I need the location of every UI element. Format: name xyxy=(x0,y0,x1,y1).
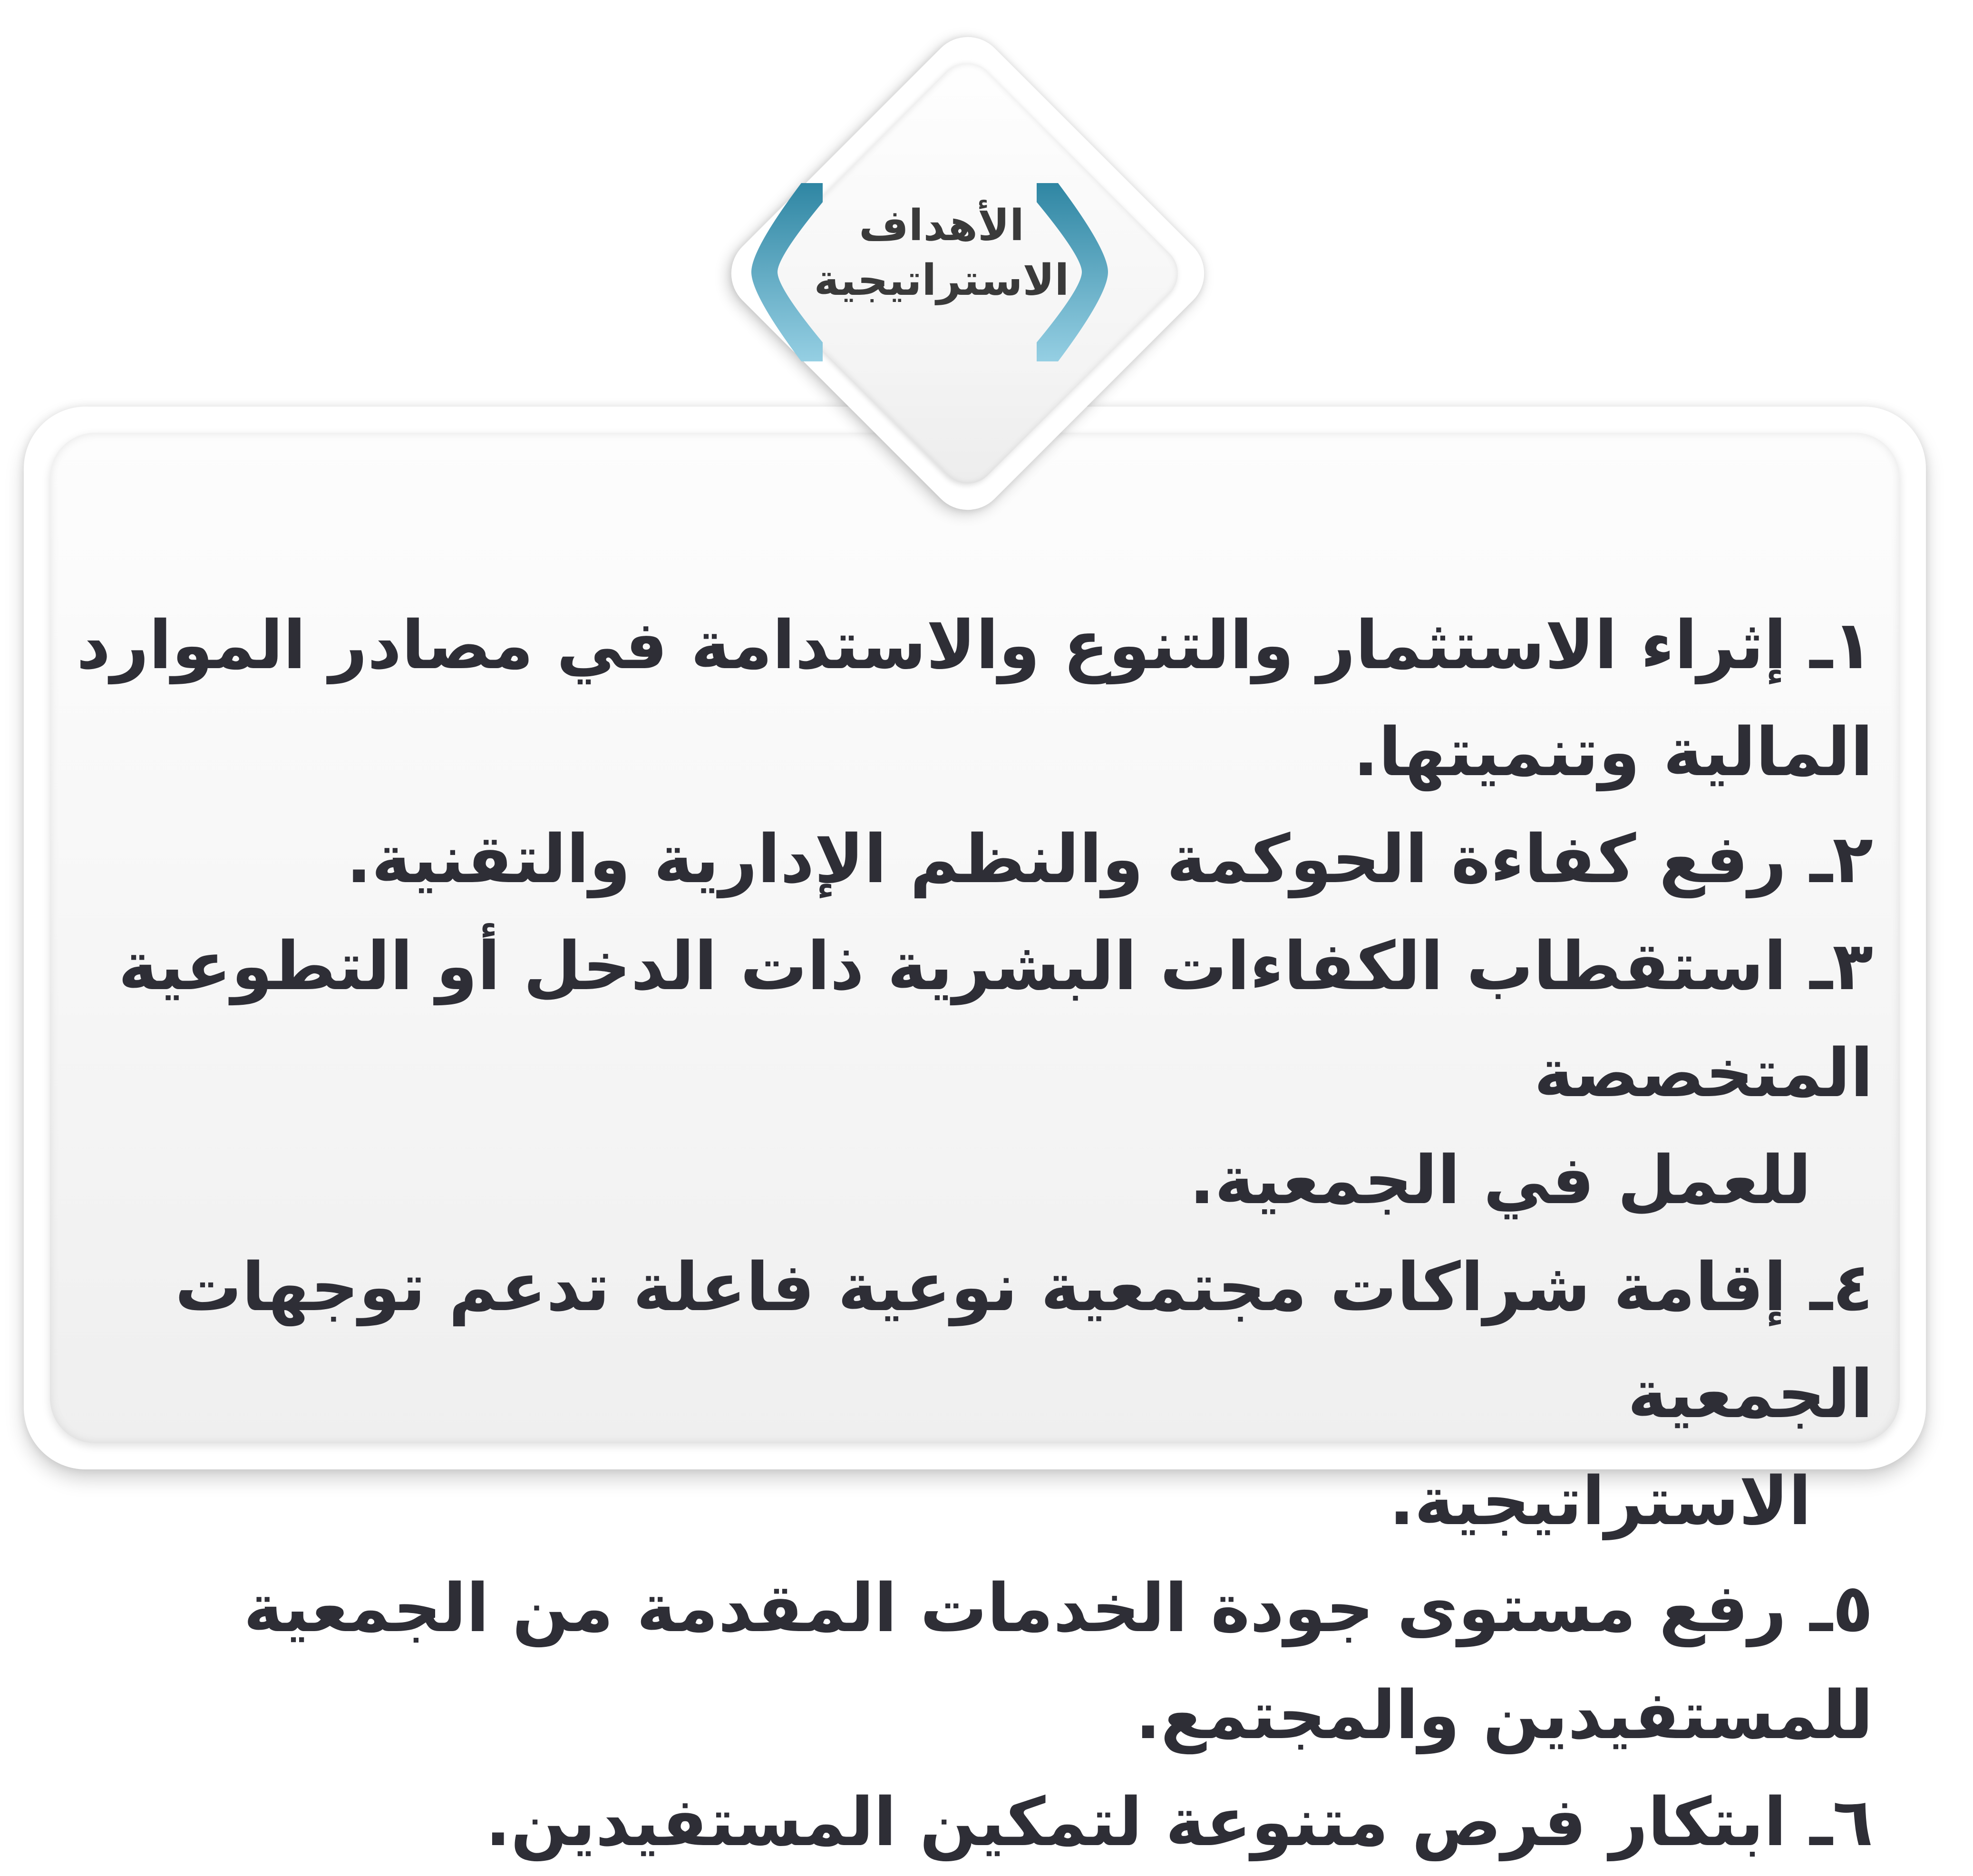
goal-number: ٢ـ xyxy=(1809,821,1873,898)
goal-number: ٤ـ xyxy=(1809,1249,1873,1326)
goal-item-2 xyxy=(19,806,1873,913)
goal-text: ابتكار فرص متنوعة لتمكين المستفيدين. xyxy=(485,1784,1787,1861)
goal-item-1 xyxy=(19,592,1873,806)
title-line-2: الاستراتيجية xyxy=(814,255,1069,305)
goal-item-6 xyxy=(19,1769,1873,1876)
goal-text: رفع كفاءة الحوكمة والنظم الإدارية والتقنية. xyxy=(346,821,1787,898)
goal-text-continuation: للعمل في الجمعية. xyxy=(1189,1142,1811,1219)
goal-number: ٦ـ xyxy=(1809,1784,1873,1861)
goal-number: ١ـ xyxy=(1809,607,1873,684)
goal-number: ٣ـ xyxy=(1809,928,1873,1005)
goal-text: استقطاب الكفاءات البشرية ذات الدخل أو التطوعية المتخصصة xyxy=(118,928,1873,1112)
goal-number: ٥ـ xyxy=(1809,1570,1873,1647)
goals-list xyxy=(19,592,1873,1876)
goal-item-4 xyxy=(19,1234,1873,1555)
goal-text: إثراء الاستثمار والتنوع والاستدامة في مصادر الموارد المالية وتنميتها. xyxy=(76,607,1873,791)
goal-text: رفع مستوى جودة الخدمات المقدمة من الجمعية للمستفيدين والمجتمع. xyxy=(243,1570,1873,1754)
page-title xyxy=(799,200,1084,309)
goal-item-5 xyxy=(19,1555,1873,1769)
title-line-1: الأهداف xyxy=(859,201,1024,251)
goal-text: إقامة شراكات مجتمعية نوعية فاعلة تدعم توجهات الجمعية xyxy=(175,1249,1873,1433)
goal-item-3 xyxy=(19,913,1873,1234)
goal-text-continuation: الاستراتيجية. xyxy=(1389,1463,1811,1540)
